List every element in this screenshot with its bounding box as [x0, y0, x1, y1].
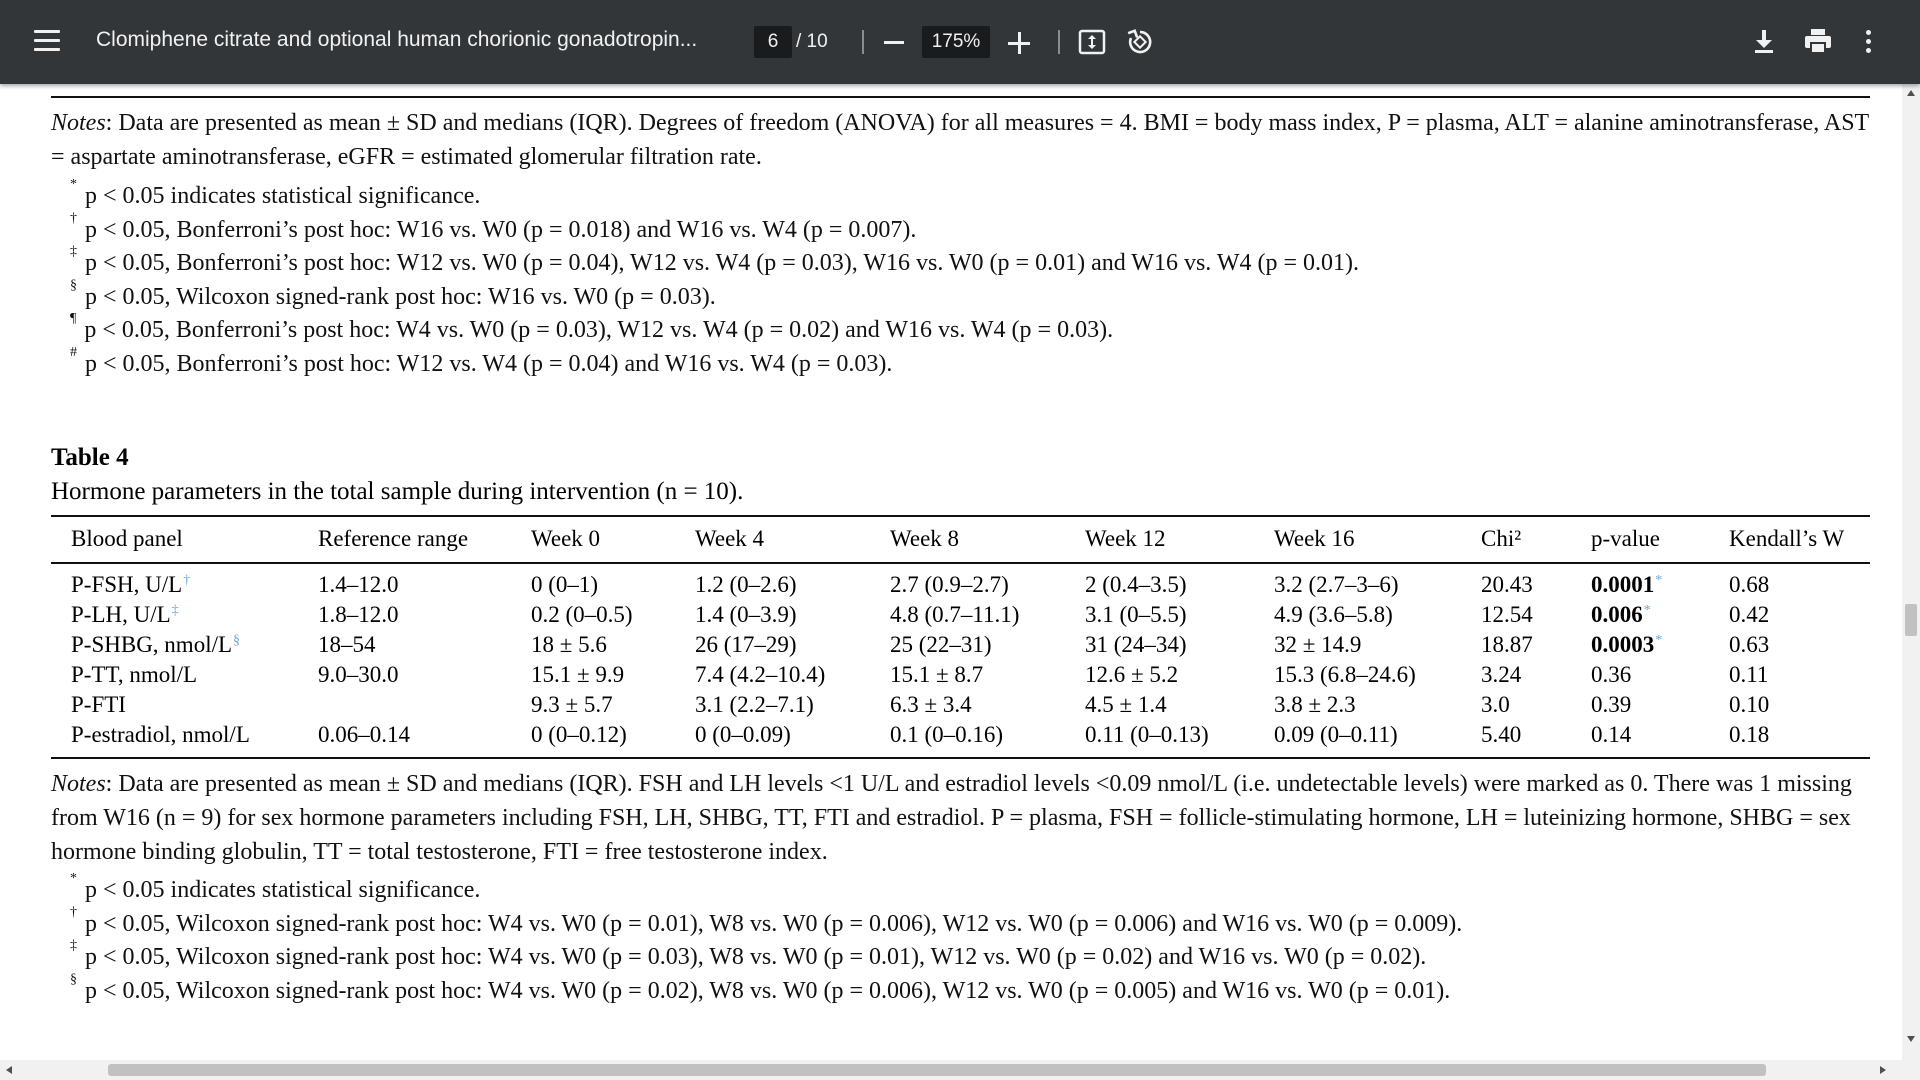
table-cell: 7.4 (4.2–10.4) [695, 662, 826, 687]
table-cell: 15.1 ± 8.7 [890, 662, 984, 687]
table3-notes [51, 106, 1871, 174]
table4-notes [51, 767, 1871, 869]
footnote-text: p < 0.05, Wilcoxon signed-rank post hoc: W4 vs. W0 (p = 0.02), W8 vs. W0 (p = 0.006), W12 vs. W0 (p = 0.005) and W16 vs. W0 (p = 0.01). [85, 977, 1451, 1004]
table-cell: P-LH, U/L‡ [71, 602, 179, 627]
table-cell: 0.2 (0–0.5) [531, 602, 633, 627]
table-header-cell: p-value [1591, 526, 1660, 551]
more-options-icon[interactable] [1866, 30, 1872, 54]
table-header-cell: Week 16 [1274, 526, 1355, 551]
footnote-mark[interactable]: * [1655, 633, 1663, 648]
table-cell: 1.8–12.0 [318, 602, 399, 627]
footnote-symbol: * [70, 871, 77, 886]
footnote-symbol: # [70, 345, 77, 360]
table-cell: 0.06–0.14 [318, 722, 410, 747]
table-cell: 15.3 (6.8–24.6) [1274, 662, 1416, 687]
table-header-rule [51, 562, 1870, 564]
rotate-icon[interactable] [1126, 28, 1154, 61]
table-cell: 3.2 (2.7–3–6) [1274, 572, 1399, 597]
vertical-scrollbar[interactable] [1902, 84, 1920, 1060]
scroll-left-icon[interactable] [6, 1066, 12, 1074]
page-total: / 10 [796, 31, 828, 52]
footnote-text: p < 0.05, Bonferroni’s post hoc: W4 vs. W0 (p = 0.03), W12 vs. W4 (p = 0.02) and W16 vs. W4 (p = 0.03). [84, 317, 1114, 344]
table-cell: 0.18 [1729, 722, 1770, 747]
table-header-cell: Blood panel [71, 526, 183, 551]
table-cell: 5.40 [1481, 722, 1522, 747]
table-header-cell: Week 8 [890, 526, 960, 551]
notes-text: : Data are presented as mean ± SD and medians (IQR). FSH and LH levels <1 U/L and estradiol levels <0.09 nmol/L (i.e. undetectable levels) were marked as 0. There was 1 missing from W16 (n = 9) for sex hormone parameters including FSH, LH, SHBG, TT, FTI and estradiol. P = plasma, FSH = follicle-stimulating hormone, LH = luteinizing hormone, SHBG = sex hormone binding globulin, TT = total testosterone, FTI = free testosterone index. [51, 771, 1852, 865]
zoom-level-input[interactable]: 175% [922, 26, 990, 58]
table-cell: P-FTI [71, 692, 126, 717]
footnote-symbol: † [70, 210, 77, 226]
table-cell: 2 (0.4–3.5) [1085, 572, 1187, 597]
table-rule [51, 96, 1870, 98]
table-cell: 0.11 (0–0.13) [1085, 722, 1209, 747]
zoom-in-icon[interactable] [1008, 32, 1030, 54]
footnote-symbol: * [70, 177, 77, 192]
table-header-cell: Reference range [318, 526, 469, 551]
download-icon[interactable] [1752, 28, 1776, 59]
table-cell: 0.10 [1729, 692, 1770, 717]
table-header-cell: Week 12 [1085, 526, 1166, 551]
table-cell: 3.1 (0–5.5) [1085, 602, 1187, 627]
footnote-symbol: § [70, 277, 77, 293]
table-header-cell: Kendall’s W [1729, 526, 1845, 551]
scroll-up-icon[interactable] [1907, 90, 1915, 96]
document-title: Clomiphene citrate and optional human chorionic gonadotropin... [96, 28, 698, 51]
table-cell: 0 (0–0.09) [695, 722, 791, 747]
footnote-mark[interactable]: * [1655, 573, 1663, 588]
table-cell: 4.5 ± 1.4 [1085, 692, 1167, 717]
footnote-text: p < 0.05, Wilcoxon signed-rank post hoc: W16 vs. W0 (p = 0.03). [85, 283, 716, 310]
scroll-down-icon[interactable] [1907, 1036, 1915, 1042]
table-cell: 4.9 (3.6–5.8) [1274, 602, 1393, 627]
table-cell: 0.006* [1591, 602, 1651, 627]
print-icon[interactable] [1804, 28, 1832, 59]
table-cell: 18 ± 5.6 [531, 632, 607, 657]
footnote-text: p < 0.05, Bonferroni’s post hoc: W12 vs. W4 (p = 0.04) and W16 vs. W4 (p = 0.03). [85, 351, 893, 377]
table-bottom-rule [51, 757, 1870, 759]
table-cell: 1.2 (0–2.6) [695, 572, 797, 597]
table-cell: 3.0 [1481, 692, 1510, 717]
toolbar-divider [862, 30, 864, 54]
table-cell: 25 (22–31) [890, 632, 992, 657]
table-cell: P-TT, nmol/L [71, 662, 198, 687]
footnote [70, 969, 1450, 1008]
zoom-out-icon[interactable] [884, 41, 904, 44]
table-cell: 0.68 [1729, 572, 1770, 597]
table-header-cell: Week 4 [695, 526, 765, 551]
table-header-cell: Chi² [1481, 526, 1522, 551]
table-cell: 2.7 (0.9–2.7) [890, 572, 1009, 597]
table-cell: 9.0–30.0 [318, 662, 399, 687]
notes-text: : Data are presented as mean ± SD and medians (IQR). Degrees of freedom (ANOVA) for all measures = 4. BMI = body mass index, P = plasma, ALT = alanine aminotransferase, AST = aspartate aminotransferase, eGFR = estimated glomerular filtration rate. [51, 110, 1869, 170]
notes-label: Notes [51, 771, 106, 797]
table-cell: 0.63 [1729, 632, 1770, 657]
menu-icon[interactable] [34, 30, 60, 52]
table-cell: 15.1 ± 9.9 [531, 662, 625, 687]
table-cell: 12.54 [1481, 602, 1533, 627]
table-cell: 0.0003* [1591, 632, 1663, 657]
footnote-text: p < 0.05, Bonferroni’s post hoc: W16 vs. W0 (p = 0.018) and W16 vs. W4 (p = 0.007). [85, 216, 917, 243]
footnote-text: p < 0.05, Wilcoxon signed-rank post hoc: W4 vs. W0 (p = 0.01), W8 vs. W0 (p = 0.006), W12 vs. W0 (p = 0.006) and W16 vs. W0 (p = 0.009). [85, 910, 1463, 937]
footnote-symbol: ‡ [70, 244, 77, 260]
footnote-text: p < 0.05, Bonferroni’s post hoc: W12 vs. W0 (p = 0.04), W12 vs. W4 (p = 0.03), W16 vs. W0 (p = 0.01) and W16 vs. W4 (p = 0.01). [85, 250, 1360, 277]
table-cell: 1.4–12.0 [318, 572, 399, 597]
table-cell: 32 ± 14.9 [1274, 632, 1362, 657]
table-cell: 3.24 [1481, 662, 1522, 687]
footnote-text: p < 0.05 indicates statistical significance. [85, 877, 481, 903]
table-cell: 6.3 ± 3.4 [890, 692, 972, 717]
horizontal-scrollbar[interactable] [0, 1060, 1920, 1080]
footnote [70, 342, 892, 381]
table-top-rule [51, 515, 1870, 517]
table-cell: 18.87 [1481, 632, 1533, 657]
table-cell: 9.3 ± 5.7 [531, 692, 613, 717]
table-cell: 0.11 [1729, 662, 1769, 687]
table-header-cell: Week 0 [531, 526, 601, 551]
vertical-scroll-thumb[interactable] [1905, 604, 1917, 636]
scroll-right-icon[interactable] [1880, 1066, 1886, 1074]
table-cell: 0.0001* [1591, 572, 1663, 597]
footnote-symbol: ¶ [70, 311, 77, 327]
table-cell: 31 (24–34) [1085, 632, 1187, 657]
table-cell: 0.36 [1591, 662, 1632, 687]
footnote-mark[interactable]: † [183, 573, 191, 588]
table-cell: 3.8 ± 2.3 [1274, 692, 1356, 717]
toolbar-divider [1058, 30, 1060, 54]
table-cell: 0 (0–1) [531, 572, 599, 597]
footnote-mark[interactable]: § [233, 633, 241, 648]
fit-page-icon[interactable] [1078, 29, 1106, 60]
table-cell: 0.1 (0–0.16) [890, 722, 1004, 747]
footnote-text: p < 0.05 indicates statistical significance. [85, 183, 481, 209]
table-cell: P-FSH, U/L† [71, 572, 191, 597]
table-cell: P-SHBG, nmol/L§ [71, 632, 241, 657]
table-cell: 0.42 [1729, 602, 1770, 627]
footnote-mark[interactable]: ‡ [171, 603, 179, 618]
footnote-mark[interactable]: * [1643, 603, 1651, 618]
notes-label: Notes [51, 110, 106, 136]
table-cell: 1.4 (0–3.9) [695, 602, 797, 627]
footnote-symbol: † [70, 904, 77, 920]
footnote-symbol: ‡ [70, 938, 77, 954]
footnote-text: p < 0.05, Wilcoxon signed-rank post hoc: W4 vs. W0 (p = 0.03), W8 vs. W0 (p = 0.01), W12 vs. W0 (p = 0.02) and W16 vs. W0 (p = 0.02). [85, 944, 1427, 971]
table-cell: 0.14 [1591, 722, 1632, 747]
table-cell: 0.09 (0–0.11) [1274, 722, 1398, 747]
table4-label: Table 4 [51, 444, 129, 471]
table-cell: 3.1 (2.2–7.1) [695, 692, 814, 717]
table-cell: 0 (0–0.12) [531, 722, 627, 747]
table-cell: 4.8 (0.7–11.1) [890, 602, 1020, 627]
table4-caption: Hormone parameters in the total sample during intervention (n = 10). [51, 478, 744, 505]
horizontal-scroll-thumb[interactable] [108, 1064, 1766, 1076]
table-cell: 18–54 [318, 632, 376, 657]
table-cell: 26 (17–29) [695, 632, 797, 657]
footnote-symbol: § [70, 971, 77, 987]
pdf-toolbar [0, 0, 1920, 84]
table-cell: 0.39 [1591, 692, 1632, 717]
table-cell: P-estradiol, nmol/L [71, 722, 250, 747]
table-cell: 12.6 ± 5.2 [1085, 662, 1179, 687]
page-number-input[interactable]: 6 [754, 26, 792, 58]
table-cell: 20.43 [1481, 572, 1533, 597]
